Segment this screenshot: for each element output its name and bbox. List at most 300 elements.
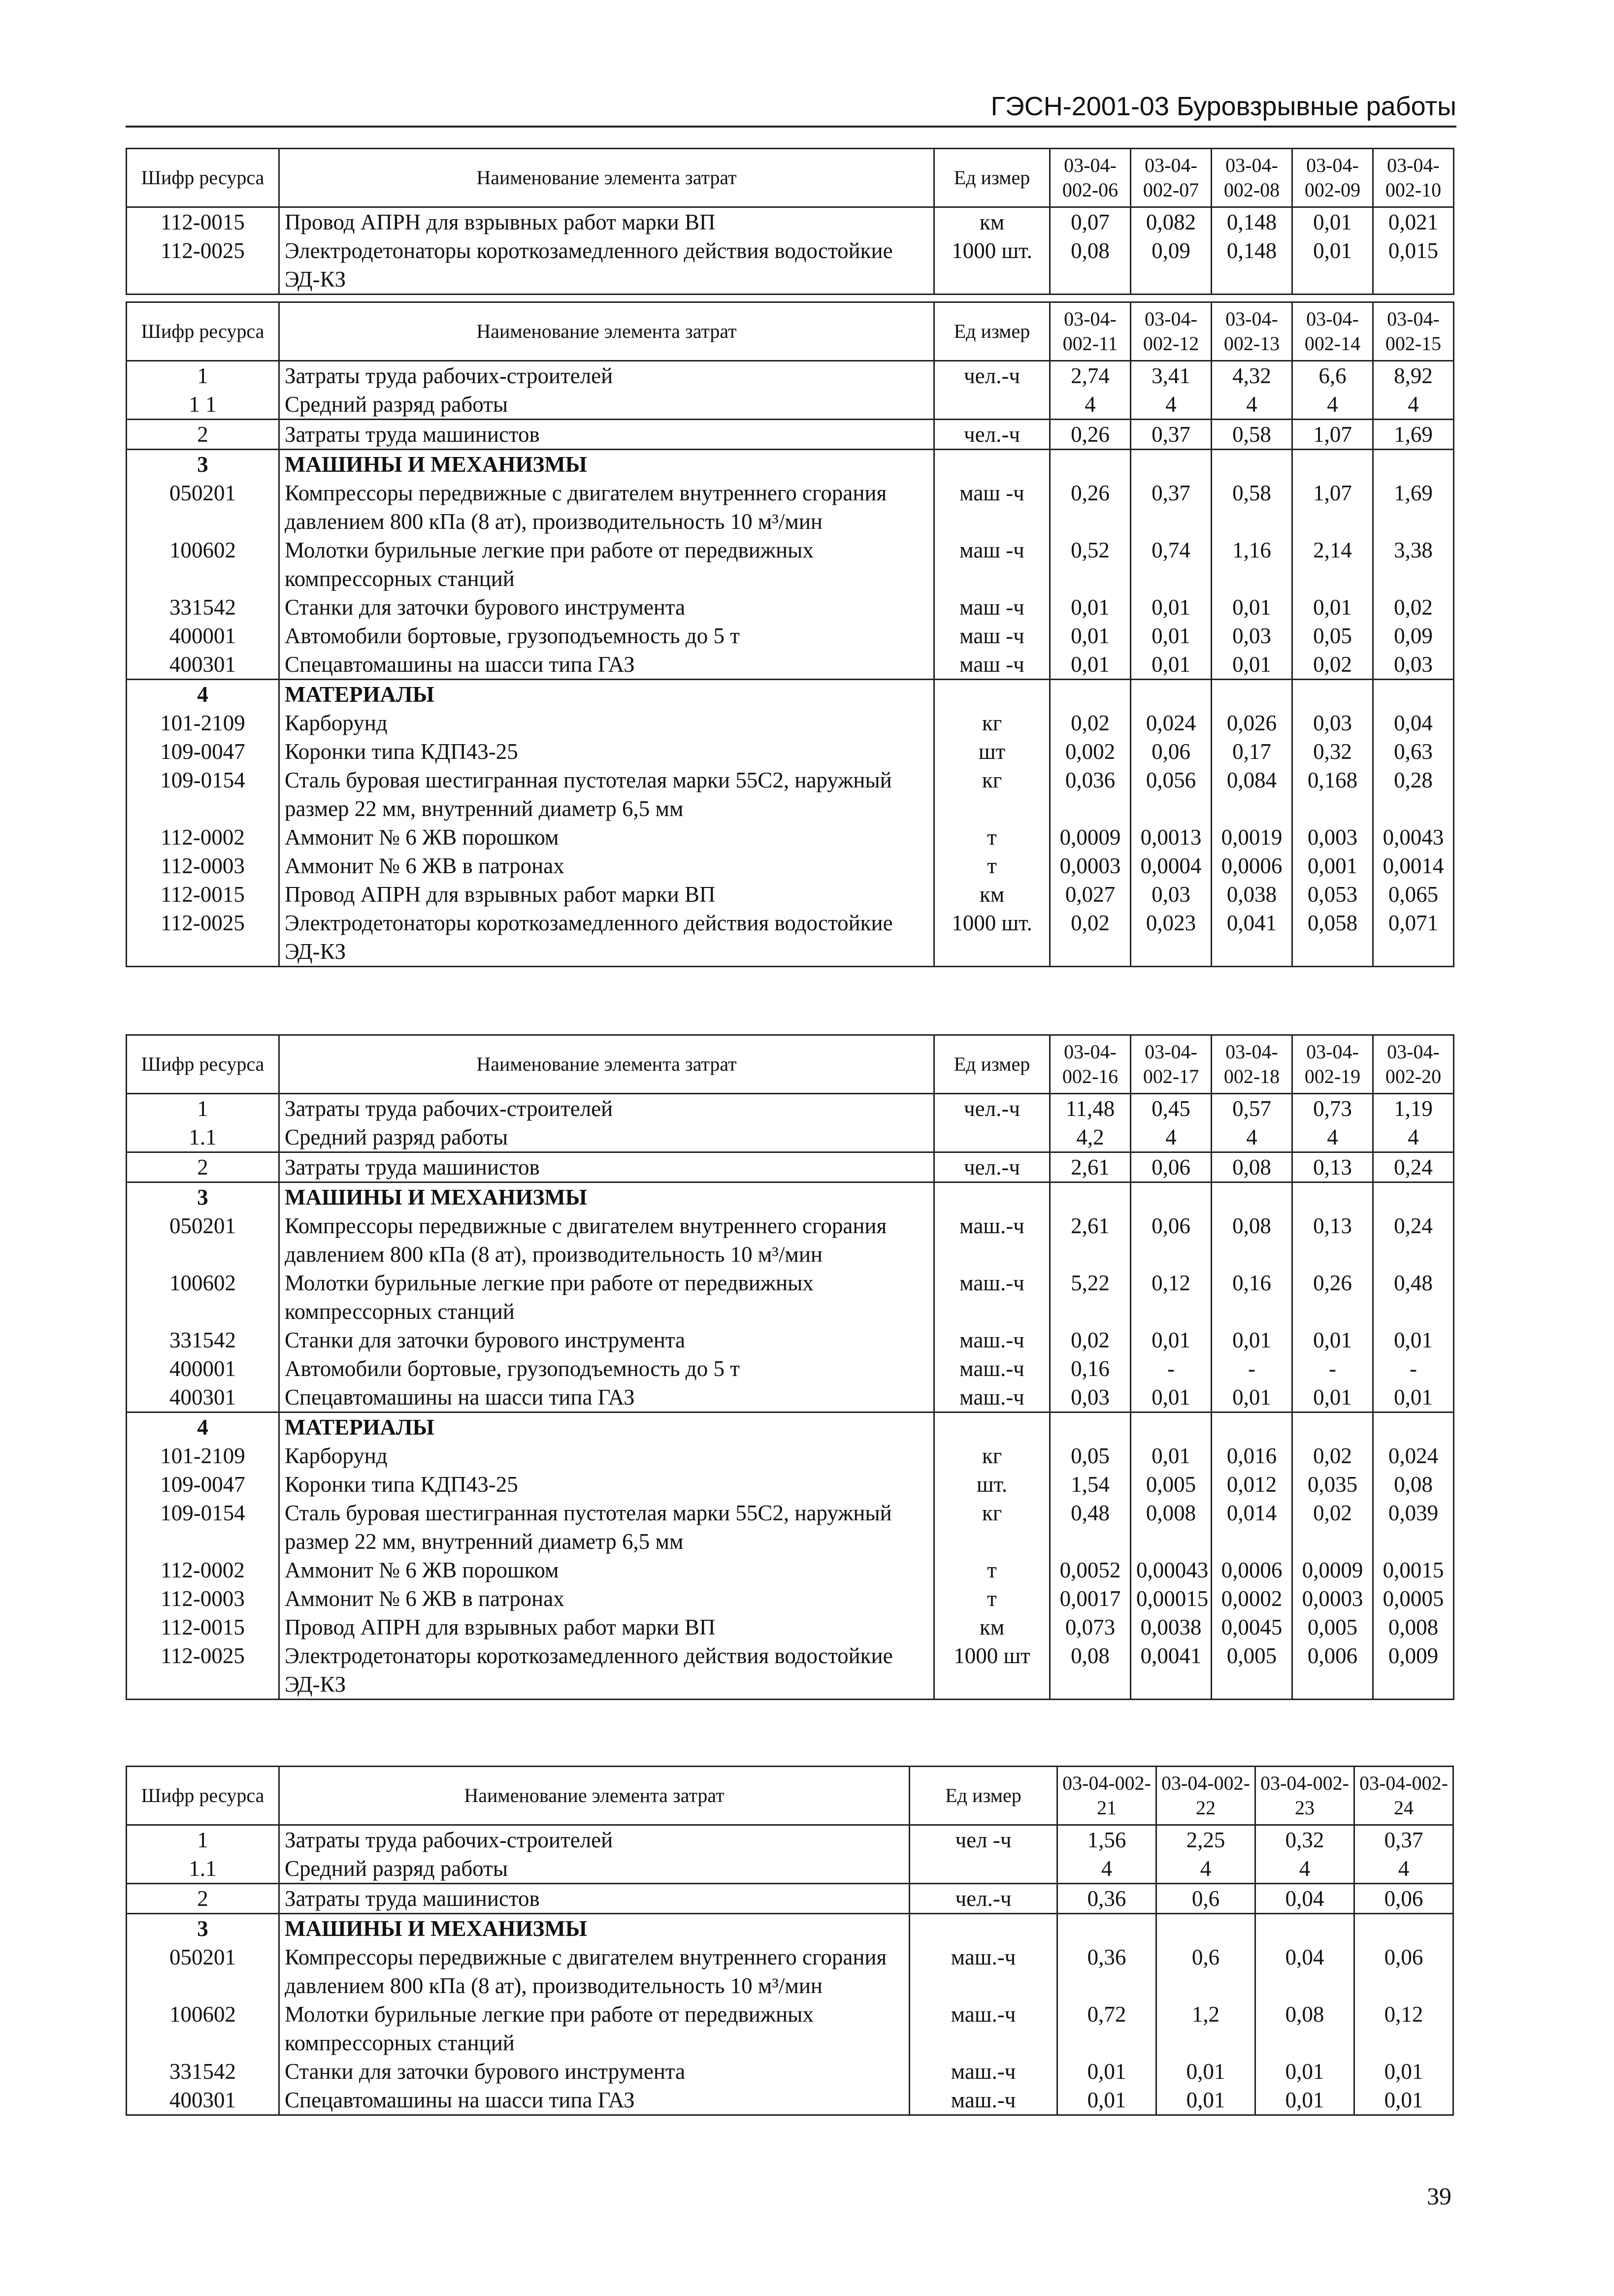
cell-value: 0,03	[1292, 709, 1373, 737]
cell-value: 0,073	[1050, 1613, 1131, 1641]
cell-value: 0,37	[1354, 1825, 1453, 1855]
cell-value: 0,01	[1212, 1326, 1292, 1354]
cell-value	[1050, 680, 1131, 709]
cell-value: 0,0006	[1212, 852, 1292, 880]
cell-unit: чел.-ч	[910, 1884, 1057, 1914]
table-row	[127, 236, 1454, 295]
cell-code: 109-0154	[127, 1499, 279, 1556]
cell-value: 0,0003	[1292, 1584, 1373, 1613]
cell-code: 100602	[127, 1269, 279, 1326]
cell-name: Провод АПРН для взрывных работ марки ВП	[279, 207, 934, 237]
cell-name: Средний разряд работы	[279, 1854, 910, 1884]
cell-unit	[934, 1412, 1050, 1442]
cell-value: 1,19	[1373, 1094, 1454, 1123]
cell-value: -	[1292, 1354, 1373, 1383]
cell-value: 0,74	[1131, 536, 1212, 593]
cell-value: -	[1373, 1354, 1454, 1383]
cell-name: Электродетонаторы короткозамедленного действия водостойкие ЭД-КЗ	[279, 909, 934, 967]
table-row	[127, 1442, 1454, 1470]
cell-unit	[934, 390, 1050, 420]
cell-code: 112-0002	[127, 1556, 279, 1584]
cell-value: 0,01	[1131, 650, 1212, 680]
cell-value: 5,22	[1050, 1269, 1131, 1326]
table-row	[127, 1556, 1454, 1584]
cell-value: 0,03	[1131, 880, 1212, 909]
table-row	[127, 1094, 1454, 1123]
cell-value: 0,084	[1212, 766, 1292, 823]
cell-value: 0,24	[1373, 1212, 1454, 1269]
cell-name: Молотки бурильные легкие при работе от передвижных компрессорных станций	[279, 536, 934, 593]
column-header-norm: 03-04-002-07	[1131, 149, 1212, 207]
table-row	[127, 852, 1454, 880]
cell-value: 0,01	[1212, 650, 1292, 680]
cell-value	[1292, 680, 1373, 709]
cell-code: 1	[127, 1825, 279, 1855]
table-header-row	[127, 149, 1454, 207]
cell-value: 0,01	[1212, 1383, 1292, 1412]
cell-value: 0,01	[1131, 593, 1212, 622]
cell-value: 0,06	[1131, 1152, 1212, 1182]
column-header-norm: 03-04-002-06	[1050, 149, 1131, 207]
column-header-norm: 03-04-002-14	[1292, 302, 1373, 361]
cell-value: 0,01	[1057, 2057, 1156, 2086]
table-row	[127, 823, 1454, 852]
cell-value	[1255, 1914, 1354, 1943]
cell-code: 2	[127, 1152, 279, 1182]
cell-value: 0,01	[1292, 207, 1373, 237]
cell-value: 0,0015	[1373, 1556, 1454, 1584]
cell-code: 1 1	[127, 390, 279, 420]
cell-unit: чел.-ч	[934, 361, 1050, 391]
cell-code: 100602	[127, 2000, 279, 2057]
cell-value	[1292, 1182, 1373, 1212]
cell-value: 4,32	[1212, 361, 1292, 391]
cell-value: 0,01	[1255, 2057, 1354, 2086]
column-header-norm: 03-04-002-24	[1354, 1767, 1453, 1825]
cell-value: 0,03	[1050, 1383, 1131, 1412]
column-header-unit: Ед измер	[934, 149, 1050, 207]
cell-value: 1,69	[1373, 420, 1454, 450]
cell-value	[1131, 1182, 1212, 1212]
cell-code: 112-0002	[127, 823, 279, 852]
cell-unit: маш -ч	[934, 650, 1050, 680]
cell-value: 0,01	[1050, 622, 1131, 650]
cell-code: 1	[127, 1094, 279, 1123]
cell-name: Спецавтомашины на шасси типа ГАЗ	[279, 1383, 934, 1412]
cell-value: 0,17	[1212, 737, 1292, 766]
page-number: 39	[1427, 2182, 1451, 2210]
table-row	[127, 1383, 1454, 1412]
table-row	[127, 1212, 1454, 1269]
table-row	[127, 1825, 1453, 1855]
cell-name: Аммонит № 6 ЖВ порошком	[279, 823, 934, 852]
cell-value: 0,01	[1156, 2086, 1255, 2115]
cell-value: 0,13	[1292, 1152, 1373, 1182]
cell-code: 4	[127, 1412, 279, 1442]
table-row	[127, 1499, 1454, 1556]
cell-code: 050201	[127, 1212, 279, 1269]
table-row	[127, 2057, 1453, 2086]
cell-code: 112-0025	[127, 909, 279, 967]
cell-value: 6,6	[1292, 361, 1373, 391]
cell-name: Электродетонаторы короткозамедленного действия водостойкие ЭД-КЗ	[279, 236, 934, 295]
cell-value: 0,48	[1050, 1499, 1131, 1556]
cell-value: 1,2	[1156, 2000, 1255, 2057]
cell-value: 0,02	[1050, 709, 1131, 737]
column-header-norm: 03-04-002-15	[1373, 302, 1454, 361]
cell-value: 4,2	[1050, 1123, 1131, 1152]
cell-code: 400001	[127, 622, 279, 650]
cell-name: Карборунд	[279, 1442, 934, 1470]
cell-unit: чел.-ч	[934, 420, 1050, 450]
cell-code: 050201	[127, 479, 279, 536]
column-header-norm: 03-04-002-08	[1212, 149, 1292, 207]
cell-name: Автомобили бортовые, грузоподъемность до 5 т	[279, 1354, 934, 1383]
cell-value: 0,024	[1373, 1442, 1454, 1470]
cell-unit: км	[934, 1613, 1050, 1641]
cell-name: Провод АПРН для взрывных работ марки ВП	[279, 1613, 934, 1641]
cell-unit	[934, 1123, 1050, 1152]
cell-value: 0,06	[1354, 1884, 1453, 1914]
cell-value: 4	[1212, 1123, 1292, 1152]
cell-name: Станки для заточки бурового инструмента	[279, 2057, 910, 2086]
cell-value: 0,005	[1131, 1470, 1212, 1499]
cell-value	[1354, 1914, 1453, 1943]
cell-value: 0,01	[1131, 622, 1212, 650]
cell-code: 3	[127, 1182, 279, 1212]
cell-name: Станки для заточки бурового инструмента	[279, 1326, 934, 1354]
cell-name: Провод АПРН для взрывных работ марки ВП	[279, 880, 934, 909]
cell-value: 0,57	[1212, 1094, 1292, 1123]
cell-value: 0,015	[1373, 236, 1454, 295]
table-row	[127, 1326, 1454, 1354]
cell-value: 0,01	[1212, 593, 1292, 622]
cell-value: 1,07	[1292, 479, 1373, 536]
cell-value: 0,0014	[1373, 852, 1454, 880]
cell-value: 0,58	[1212, 420, 1292, 450]
cell-value: 2,74	[1050, 361, 1131, 391]
cell-value: 0,023	[1131, 909, 1212, 967]
table-row	[127, 737, 1454, 766]
cell-value: 0,63	[1373, 737, 1454, 766]
cell-unit: т	[934, 1556, 1050, 1584]
cell-value: 2,61	[1050, 1152, 1131, 1182]
section-row	[127, 680, 1454, 709]
cell-value: 0,16	[1212, 1269, 1292, 1326]
cell-name: МАШИНЫ И МЕХАНИЗМЫ	[279, 450, 934, 479]
table-row	[127, 420, 1454, 450]
resource-table-3	[126, 1034, 1454, 1700]
cell-value: 0,03	[1212, 622, 1292, 650]
cell-name: Средний разряд работы	[279, 1123, 934, 1152]
cell-value: 0,071	[1373, 909, 1454, 967]
cell-value	[1212, 1412, 1292, 1442]
cell-value	[1373, 450, 1454, 479]
cell-value: 0,02	[1373, 593, 1454, 622]
cell-name: Аммонит № 6 ЖВ в патронах	[279, 852, 934, 880]
cell-value: 4	[1354, 1854, 1453, 1884]
cell-value: 0,0019	[1212, 823, 1292, 852]
cell-value: 0,001	[1292, 852, 1373, 880]
cell-code: 400301	[127, 1383, 279, 1412]
table-row	[127, 361, 1454, 391]
table-header-row	[127, 1035, 1454, 1094]
table-row	[127, 593, 1454, 622]
cell-name: Коронки типа КДП43-25	[279, 1470, 934, 1499]
cell-unit: т	[934, 823, 1050, 852]
cell-value: 0,0003	[1050, 852, 1131, 880]
cell-value: 0,041	[1212, 909, 1292, 967]
cell-name: МАТЕРИАЛЫ	[279, 680, 934, 709]
column-header-code: Шифр ресурса	[127, 149, 279, 207]
cell-name: Электродетонаторы короткозамедленного действия водостойкие ЭД-КЗ	[279, 1641, 934, 1700]
cell-code: 101-2109	[127, 1442, 279, 1470]
cell-name: Молотки бурильные легкие при работе от передвижных компрессорных станций	[279, 2000, 910, 2057]
cell-value: 4	[1373, 390, 1454, 420]
table-row	[127, 880, 1454, 909]
cell-code: 112-0015	[127, 207, 279, 237]
cell-unit: маш.-ч	[934, 1383, 1050, 1412]
cell-name: Сталь буровая шестигранная пустотелая марки 55С2, наружный размер 22 мм, внутренний диаметр 6,5 мм	[279, 1499, 934, 1556]
cell-value: 0,027	[1050, 880, 1131, 909]
cell-value: 4	[1131, 1123, 1212, 1152]
cell-value: 0,003	[1292, 823, 1373, 852]
cell-unit: маш.-ч	[910, 2086, 1057, 2115]
cell-name: Затраты труда машинистов	[279, 420, 934, 450]
cell-code: 3	[127, 450, 279, 479]
cell-value	[1373, 1412, 1454, 1442]
cell-value: -	[1212, 1354, 1292, 1383]
cell-value: 0,02	[1050, 909, 1131, 967]
cell-value: 0,01	[1131, 1442, 1212, 1470]
cell-value: 0,0009	[1050, 823, 1131, 852]
column-header-norm: 03-04-002-17	[1131, 1035, 1212, 1094]
cell-name: Автомобили бортовые, грузоподъемность до 5 т	[279, 622, 934, 650]
resource-table-2	[126, 301, 1454, 967]
section-row	[127, 1182, 1454, 1212]
cell-value: 0,01	[1057, 2086, 1156, 2115]
cell-value: 0,0013	[1131, 823, 1212, 852]
cell-value: 1,69	[1373, 479, 1454, 536]
cell-value	[1292, 450, 1373, 479]
cell-value: 0,26	[1050, 420, 1131, 450]
cell-value: 0,024	[1131, 709, 1212, 737]
cell-value: -	[1131, 1354, 1212, 1383]
cell-value: 0,0009	[1292, 1556, 1373, 1584]
cell-unit	[934, 680, 1050, 709]
cell-value: 0,09	[1131, 236, 1212, 295]
cell-value: 0,13	[1292, 1212, 1373, 1269]
cell-value: 0,12	[1354, 2000, 1453, 2057]
cell-unit: маш.-ч	[934, 1269, 1050, 1326]
cell-value: 0,05	[1050, 1442, 1131, 1470]
table-row	[127, 1641, 1454, 1700]
cell-unit: т	[934, 852, 1050, 880]
table-row	[127, 1354, 1454, 1383]
cell-value: 0,32	[1255, 1825, 1354, 1855]
cell-value	[1131, 450, 1212, 479]
cell-value: 0,01	[1292, 236, 1373, 295]
cell-value: 0,52	[1050, 536, 1131, 593]
cell-value: 0,016	[1212, 1442, 1292, 1470]
cell-value: 0,05	[1292, 622, 1373, 650]
cell-code: 050201	[127, 1943, 279, 2000]
table-row	[127, 1854, 1453, 1884]
cell-value: 0,04	[1255, 1884, 1354, 1914]
cell-value: 0,002	[1050, 737, 1131, 766]
cell-value: 0,01	[1131, 1326, 1212, 1354]
cell-unit: маш -ч	[934, 593, 1050, 622]
cell-unit: маш.-ч	[934, 1212, 1050, 1269]
cell-value: 0,16	[1050, 1354, 1131, 1383]
cell-code: 112-0015	[127, 1613, 279, 1641]
cell-value: 0,026	[1212, 709, 1292, 737]
cell-value: 0,02	[1292, 1499, 1373, 1556]
cell-value	[1373, 1182, 1454, 1212]
table-row	[127, 1123, 1454, 1152]
cell-value: 0,08	[1255, 2000, 1354, 2057]
table-header-row	[127, 302, 1454, 361]
column-header-norm: 03-04-002-22	[1156, 1767, 1255, 1825]
cell-value: 0,0038	[1131, 1613, 1212, 1641]
cell-unit	[934, 450, 1050, 479]
table-row	[127, 479, 1454, 536]
table-row	[127, 1470, 1454, 1499]
cell-value: 4	[1057, 1854, 1156, 1884]
cell-value: 0,0045	[1212, 1613, 1292, 1641]
cell-value: 0,056	[1131, 766, 1212, 823]
cell-code: 112-0003	[127, 1584, 279, 1613]
cell-unit: маш -ч	[934, 479, 1050, 536]
column-header-norm: 03-04-002-16	[1050, 1035, 1131, 1094]
cell-unit: кг	[934, 709, 1050, 737]
cell-value: 0,37	[1131, 479, 1212, 536]
section-row	[127, 450, 1454, 479]
cell-value: 0,08	[1050, 1641, 1131, 1700]
cell-value: 0,01	[1373, 1326, 1454, 1354]
cell-name: Спецавтомашины на шасси типа ГАЗ	[279, 2086, 910, 2115]
column-header-unit: Ед измер	[934, 1035, 1050, 1094]
cell-value: 0,0052	[1050, 1556, 1131, 1584]
cell-value: 0,26	[1292, 1269, 1373, 1326]
cell-value: 0,48	[1373, 1269, 1454, 1326]
column-header-norm: 03-04-002-13	[1212, 302, 1292, 361]
cell-value: 0,168	[1292, 766, 1373, 823]
cell-value: 3,41	[1131, 361, 1212, 391]
column-header-norm: 03-04-002-19	[1292, 1035, 1373, 1094]
cell-value: 0,06	[1354, 1943, 1453, 2000]
cell-value: 0,02	[1050, 1326, 1131, 1354]
cell-code: 112-0025	[127, 1641, 279, 1700]
cell-value: 1,56	[1057, 1825, 1156, 1855]
cell-name: Аммонит № 6 ЖВ порошком	[279, 1556, 934, 1584]
table-row	[127, 2086, 1453, 2115]
cell-unit: чел.-ч	[934, 1152, 1050, 1182]
cell-code: 109-0047	[127, 737, 279, 766]
cell-value: 4	[1050, 390, 1131, 420]
cell-value: 0,00043	[1131, 1556, 1212, 1584]
table-row	[127, 1269, 1454, 1326]
cell-value: 2,25	[1156, 1825, 1255, 1855]
cell-code: 2	[127, 1884, 279, 1914]
cell-value: 2,14	[1292, 536, 1373, 593]
table-row	[127, 709, 1454, 737]
cell-code: 3	[127, 1914, 279, 1943]
cell-code: 1.1	[127, 1854, 279, 1884]
cell-value: 0,065	[1373, 880, 1454, 909]
cell-value: 0,12	[1131, 1269, 1212, 1326]
table-row	[127, 2000, 1453, 2057]
cell-code: 109-0154	[127, 766, 279, 823]
cell-value	[1050, 1412, 1131, 1442]
table-row	[127, 1884, 1453, 1914]
table-row	[127, 390, 1454, 420]
table-row	[127, 650, 1454, 680]
cell-name: Затраты труда машинистов	[279, 1884, 910, 1914]
cell-value: 0,039	[1373, 1499, 1454, 1556]
cell-name: Молотки бурильные легкие при работе от передвижных компрессорных станций	[279, 1269, 934, 1326]
cell-unit: т	[934, 1584, 1050, 1613]
cell-code: 400001	[127, 1354, 279, 1383]
cell-value: 0,6	[1156, 1943, 1255, 2000]
cell-value: 0,01	[1050, 593, 1131, 622]
cell-value: 4	[1255, 1854, 1354, 1884]
cell-value: 0,08	[1212, 1152, 1292, 1182]
cell-value: 0,148	[1212, 236, 1292, 295]
resource-table-4	[126, 1766, 1454, 2116]
table-row	[127, 766, 1454, 823]
column-header-norm: 03-04-002-12	[1131, 302, 1212, 361]
cell-value: 0,08	[1212, 1212, 1292, 1269]
cell-code: 400301	[127, 2086, 279, 2115]
cell-value: 0,0017	[1050, 1584, 1131, 1613]
table-row	[127, 207, 1454, 237]
cell-value: 0,0043	[1373, 823, 1454, 852]
cell-code: 331542	[127, 593, 279, 622]
cell-value: 0,053	[1292, 880, 1373, 909]
column-header-name: Наименование элемента затрат	[279, 1767, 910, 1825]
cell-value: 0,6	[1156, 1884, 1255, 1914]
cell-unit: кг	[934, 1442, 1050, 1470]
cell-unit: маш.-ч	[934, 1354, 1050, 1383]
cell-value: 0,36	[1057, 1884, 1156, 1914]
resource-table-1	[126, 148, 1454, 295]
cell-value: 4	[1292, 390, 1373, 420]
table-header-row	[127, 1767, 1453, 1825]
cell-name: Аммонит № 6 ЖВ в патронах	[279, 1584, 934, 1613]
cell-unit: чел.-ч	[934, 1094, 1050, 1123]
cell-name: Затраты труда рабочих-строителей	[279, 1094, 934, 1123]
cell-value: 0,009	[1373, 1641, 1454, 1700]
column-header-norm: 03-04-002-20	[1373, 1035, 1454, 1094]
cell-code: 100602	[127, 536, 279, 593]
page-header	[126, 91, 1456, 128]
cell-unit	[934, 1182, 1050, 1212]
cell-code: 4	[127, 680, 279, 709]
cell-value: 0,08	[1373, 1470, 1454, 1499]
cell-value: 0,058	[1292, 909, 1373, 967]
cell-code: 1.1	[127, 1123, 279, 1152]
cell-code: 2	[127, 420, 279, 450]
table-row	[127, 536, 1454, 593]
cell-unit	[910, 1854, 1057, 1884]
cell-value	[1156, 1914, 1255, 1943]
cell-value: 0,0002	[1212, 1584, 1292, 1613]
cell-value	[1131, 1412, 1212, 1442]
cell-value: 0,01	[1354, 2057, 1453, 2086]
cell-value: 0,082	[1131, 207, 1212, 237]
cell-value: 0,01	[1156, 2057, 1255, 2086]
